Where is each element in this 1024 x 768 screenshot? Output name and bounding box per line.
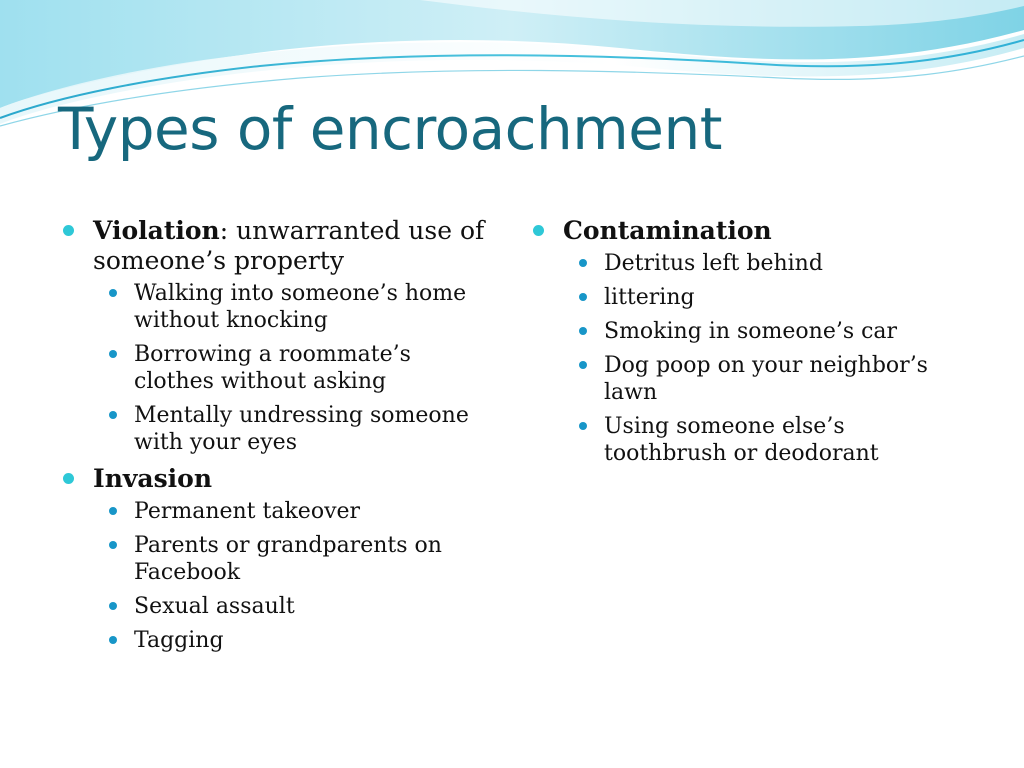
sub-bullet-dot-icon: [579, 422, 587, 430]
bullet-contamination: [533, 216, 973, 467]
bullet-violation: [63, 216, 493, 456]
list-item: Borrowing a roommate’s clothes without asking: [93, 341, 493, 395]
contamination-examples: [563, 250, 973, 467]
sub-bullet-dot-icon: [109, 289, 117, 297]
violation-definition: : unwarranted use of someone’s property: [93, 216, 485, 275]
sub-bullet-dot-icon: [109, 541, 117, 549]
list-item: littering: [563, 284, 973, 311]
list-item: Sexual assault: [93, 593, 493, 620]
sub-bullet-dot-icon: [109, 636, 117, 644]
list-item: Detritus left behind: [563, 250, 973, 277]
sub-bullet-dot-icon: [109, 507, 117, 515]
sub-bullet-dot-icon: [579, 361, 587, 369]
slide-title: Types of encroachment: [58, 95, 722, 163]
bullet-dot-icon: [533, 225, 544, 236]
list-item: Tagging: [93, 627, 493, 654]
invasion-examples: [93, 498, 493, 654]
list-item: Using someone else’s toothbrush or deodorant: [563, 413, 973, 467]
list-item: Walking into someone’s home without knocking: [93, 280, 493, 334]
bullet-invasion: [63, 464, 493, 654]
list-item: Mentally undressing someone with your eyes: [93, 402, 493, 456]
left-bullet-list: [63, 216, 493, 654]
right-column: [533, 216, 973, 475]
violation-examples: [93, 280, 493, 456]
term-invasion: Invasion: [93, 464, 213, 493]
bullet-dot-icon: [63, 473, 74, 484]
term-violation: Violation: [93, 216, 220, 245]
left-column: [63, 216, 493, 662]
term-contamination: Contamination: [563, 216, 772, 245]
list-item: Dog poop on your neighbor’s lawn: [563, 352, 973, 406]
list-item: Smoking in someone’s car: [563, 318, 973, 345]
sub-bullet-dot-icon: [109, 602, 117, 610]
sub-bullet-dot-icon: [109, 411, 117, 419]
list-item: Parents or grandparents on Facebook: [93, 532, 493, 586]
sub-bullet-dot-icon: [579, 259, 587, 267]
right-bullet-list: [533, 216, 973, 467]
bullet-dot-icon: [63, 225, 74, 236]
sub-bullet-dot-icon: [109, 350, 117, 358]
list-item: Permanent takeover: [93, 498, 493, 525]
sub-bullet-dot-icon: [579, 327, 587, 335]
sub-bullet-dot-icon: [579, 293, 587, 301]
